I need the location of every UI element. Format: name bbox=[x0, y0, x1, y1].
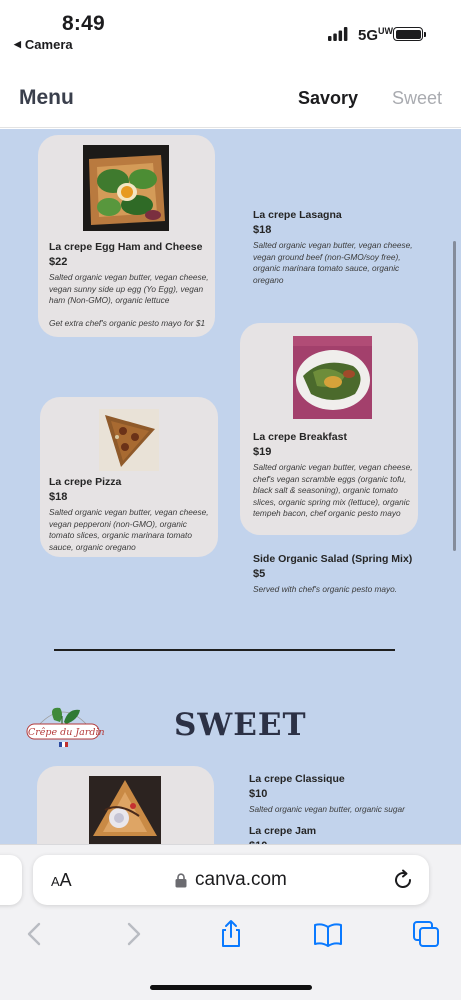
status-bar bbox=[0, 0, 461, 62]
menu-item-pizza bbox=[49, 476, 214, 553]
url-display[interactable] bbox=[175, 869, 287, 891]
item-extra-note: Get extra chef's organic pesto mayo for $1 bbox=[49, 317, 206, 328]
item-description: Salted organic vegan butter, vegan cheese, chef's vegan scramble eggs (organic tofu, black salt & seasoning), organic tomato slices, organic spring mix (lettuce), organic tempeh bacon, chef organic pesto mayo bbox=[253, 462, 413, 519]
tab-savory[interactable]: Savory bbox=[298, 88, 359, 108]
sweet-crepe-photo bbox=[89, 776, 161, 844]
item-name: La crepe Egg Ham and Cheese bbox=[49, 241, 203, 253]
item-description: Served with chef's organic pesto mayo. bbox=[253, 584, 398, 594]
back-chevron-icon[interactable] bbox=[20, 919, 50, 949]
back-app-label: Camera bbox=[24, 37, 73, 52]
menu-item-egg-ham-cheese bbox=[49, 241, 209, 329]
item-price: $19 bbox=[253, 446, 272, 458]
cellular-signal-icon bbox=[328, 27, 348, 41]
menu-item-lasagna bbox=[253, 209, 423, 286]
network-suffix: UW bbox=[378, 26, 394, 36]
menu-content[interactable] bbox=[0, 129, 461, 844]
lock-icon bbox=[175, 873, 187, 888]
item-price: $18 bbox=[49, 491, 68, 503]
network-indicator bbox=[358, 26, 393, 44]
menu-header bbox=[0, 62, 461, 128]
network-type: 5G bbox=[358, 27, 379, 44]
item-name: La crepe Pizza bbox=[49, 476, 122, 488]
section-divider bbox=[54, 649, 395, 651]
battery-icon bbox=[393, 27, 423, 41]
menu-item-side-salad bbox=[253, 553, 428, 596]
logo-text: Crêpe du Jardin bbox=[28, 727, 105, 738]
breakfast-photo bbox=[293, 336, 372, 419]
item-description: Salted organic vegan butter, vegan cheese, vegan pepperoni (non-GMO), organic tomato slices, organic marinara tomato sauce, organic oregano bbox=[49, 507, 209, 552]
reload-icon[interactable] bbox=[391, 868, 415, 892]
text-size-button[interactable] bbox=[51, 870, 72, 891]
item-name: La crepe Lasagna bbox=[253, 209, 342, 221]
status-time: 8:49 bbox=[62, 12, 105, 35]
menu-item-classique bbox=[249, 773, 429, 816]
egg-ham-cheese-photo bbox=[83, 145, 169, 231]
item-name: Side Organic Salad (Spring Mix) bbox=[253, 553, 413, 565]
menu-title: Menu bbox=[19, 86, 74, 109]
vertical-scrollbar[interactable] bbox=[453, 241, 456, 551]
item-name: La crepe Breakfast bbox=[253, 431, 347, 443]
item-price: $22 bbox=[49, 256, 68, 268]
address-bar[interactable] bbox=[33, 855, 429, 905]
home-indicator[interactable] bbox=[150, 985, 312, 990]
share-icon[interactable] bbox=[216, 919, 246, 949]
previous-tab-preview[interactable] bbox=[0, 855, 22, 905]
text-size-large-a: A bbox=[59, 870, 72, 890]
item-name: La crepe Classique bbox=[249, 773, 345, 785]
item-price: $18 bbox=[253, 224, 272, 236]
menu-item-breakfast bbox=[253, 431, 413, 520]
text-size-small-a: A bbox=[51, 874, 60, 889]
item-description: Salted organic vegan butter, vegan cheese, vegan ground beef (non-GMO/soy free), organic marinara tomato sauce, organic oregano bbox=[253, 240, 413, 285]
pizza-photo bbox=[99, 409, 159, 471]
tab-sweet[interactable]: Sweet bbox=[392, 88, 443, 108]
back-triangle-icon: ◀ bbox=[14, 39, 21, 49]
tabs-overview-icon[interactable] bbox=[411, 919, 441, 949]
item-name: La crepe Jam bbox=[249, 825, 317, 837]
item-description: Salted organic vegan butter, organic sugar bbox=[249, 804, 405, 814]
bookmarks-icon[interactable] bbox=[313, 919, 343, 949]
forward-chevron-icon[interactable] bbox=[118, 919, 148, 949]
browser-bottom-bar bbox=[0, 844, 461, 1000]
item-price: $10 bbox=[249, 788, 268, 800]
item-price: $5 bbox=[253, 568, 266, 580]
back-to-app-link[interactable] bbox=[14, 37, 73, 52]
item-description: Salted organic vegan butter, vegan cheese, vegan sunny side up egg (Yo Egg), vegan ham (Non-GMO), organic lettuce bbox=[49, 272, 209, 306]
sweet-section-heading: SWEET bbox=[174, 707, 307, 743]
url-text: canva.com bbox=[195, 869, 287, 890]
